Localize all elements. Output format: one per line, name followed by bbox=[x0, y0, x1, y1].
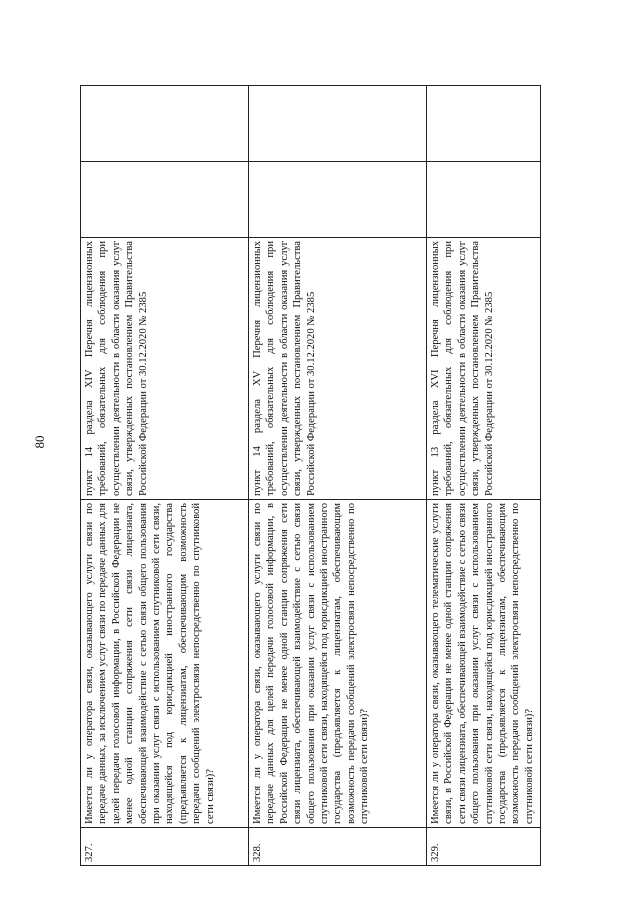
table-row bbox=[427, 86, 541, 866]
rotated-table-wrapper bbox=[80, 86, 540, 866]
row-number: 329. bbox=[427, 828, 541, 866]
page-number: 80 bbox=[32, 435, 47, 449]
answer-cell[interactable] bbox=[427, 162, 541, 238]
question-cell: Имеется ли у оператора связи, оказывающего услуги связи по передаче данных для целей передачи голосовой информации, в Российской Федерации не менее одной станции сопряжения сети связи лицензиата, обеспечивающей взаимодействие с сетью связи общего пользования при оказании услуг связи с использованием спутниковой сети связи, находящейся под юрисдикцией иностранного государства (предъявляется к лицензиатам, обеспечивающим возможность передачи сообщений электросвязи непосредственно по спутниковой сети связи)? bbox=[249, 500, 427, 828]
reference-cell: пункт 13 раздела XVI Перечня лицензионных требований, обязательных для соблюдения при осуществлении деятельности в области оказания услуг связи, утвержденных постановлением Правительства Российской Федерации от 30.12.2020 № 2385 bbox=[427, 238, 541, 500]
reference-cell: пункт 14 раздела XV Перечня лицензионных требований, обязательных для соблюдения при осуществлении деятельности в области оказания услуг связи, утвержденных постановлением Правительства Российской Федерации от 30.12.2020 № 2385 bbox=[249, 238, 427, 500]
row-number: 327. bbox=[81, 828, 249, 866]
row-number: 328. bbox=[249, 828, 427, 866]
reference-cell: пункт 14 раздела XIV Перечня лицензионных требований, обязательных для соблюдения при осуществлении деятельности в области оказания услуг связи, утвержденных постановлением Правительства Российской Федерации от 30.12.2020 № 2385 bbox=[81, 238, 249, 500]
answer-cell[interactable] bbox=[249, 162, 427, 238]
note-cell[interactable] bbox=[81, 86, 249, 162]
answer-cell[interactable] bbox=[81, 162, 249, 238]
note-cell[interactable] bbox=[427, 86, 541, 162]
question-cell: Имеется ли у оператора связи, оказывающего телематические услуги связи, в Российской Федерации не менее одной станции сопряжения сети связи лицензиата, обеспечивающей взаимодействие с сетью связи общего пользования при оказании услуг связи с использованием спутниковой сети связи, находящейся под юрисдикцией иностранного государства (предъявляется к лицензиатам, обеспечивающим возможность передачи сообщений электросвязи непосредственно по спутниковой сети связи)? bbox=[427, 500, 541, 828]
question-cell: Имеется ли у оператора связи, оказывающего услуги связи по передаче данных, за исключением услуг связи по передаче данных для целей передачи голосовой информации, в Российской Федерации не менее одной станции сопряжения сети связи лицензиата, обеспечивающей взаимодействие с сетью связи общего пользования при оказании услуг связи с использованием спутниковой сети связи, находящейся под юрисдикцией иностранного государства (предъявляется к лицензиатам, обеспечивающим возможность передачи сообщений электросвязи непосредственно по спутниковой сети связи)? bbox=[81, 500, 249, 828]
checklist-table bbox=[80, 85, 541, 866]
table-row bbox=[249, 86, 427, 866]
table-row bbox=[81, 86, 249, 866]
note-cell[interactable] bbox=[249, 86, 427, 162]
